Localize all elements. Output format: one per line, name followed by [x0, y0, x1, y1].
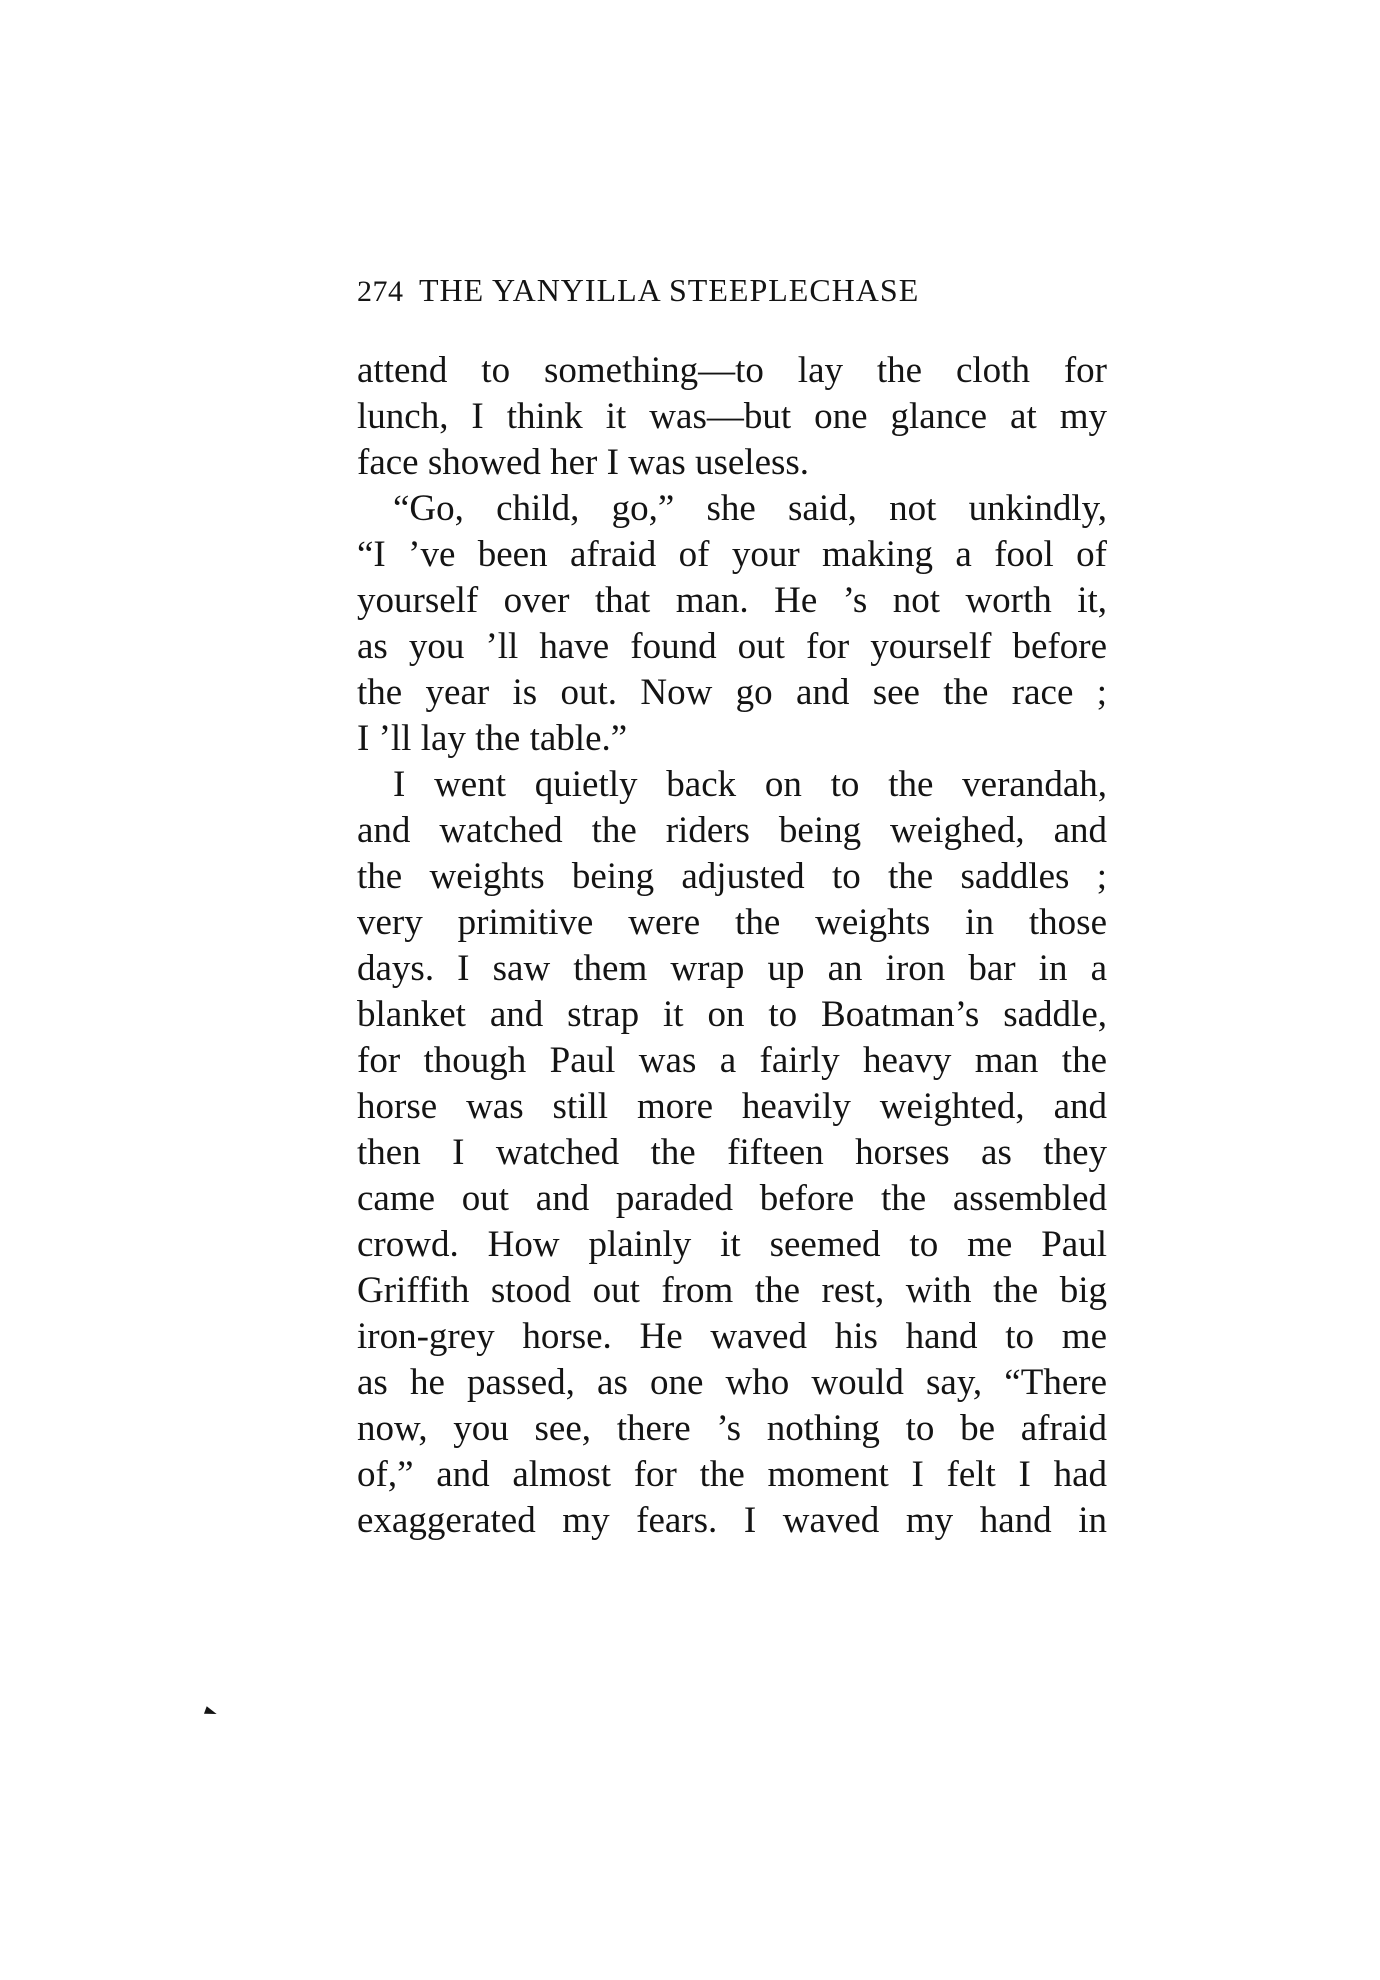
text-line: I ’ll lay the table.” — [357, 718, 628, 759]
scan-mark — [204, 1706, 218, 1718]
text-line: came out and paraded before the assembled — [357, 1178, 1107, 1219]
paragraph — [357, 762, 1107, 1544]
text-line: the year is out. Now go and see the race ; — [357, 672, 1107, 713]
text-line: iron-grey horse. He waved his hand to me — [357, 1316, 1107, 1357]
paragraph — [357, 348, 1107, 486]
text-line: now, you see, there ’s nothing to be afraid — [357, 1408, 1107, 1449]
text-line: horse was still more heavily weighted, and — [357, 1086, 1107, 1127]
text-line: then I watched the fifteen horses as they — [357, 1132, 1107, 1173]
text-line: the weights being adjusted to the saddles ; — [357, 856, 1107, 897]
text-line: of,” and almost for the moment I felt I had — [357, 1454, 1107, 1495]
text-line: very primitive were the weights in those — [357, 902, 1107, 943]
text-line: as he passed, as one who would say, “There — [357, 1362, 1107, 1403]
text-line: days. I saw them wrap up an iron bar in a — [357, 948, 1107, 989]
text-line: exaggerated my fears. I waved my hand in — [357, 1500, 1107, 1541]
text-line: attend to something—to lay the cloth for — [357, 350, 1107, 391]
paragraph — [357, 486, 1107, 762]
text-line: as you ’ll have found out for yourself before — [357, 626, 1107, 667]
running-head — [357, 272, 1117, 316]
text-line: blanket and strap it on to Boatman’s saddle, — [357, 994, 1107, 1035]
text-line: lunch, I think it was—but one glance at my — [357, 396, 1107, 437]
running-title: THE YANYILLA STEEPLECHASE — [419, 272, 920, 308]
body-text — [357, 348, 1107, 1544]
text-line: for though Paul was a fairly heavy man the — [357, 1040, 1107, 1081]
page-number: 274 — [357, 275, 404, 308]
text-line: I went quietly back on to the verandah, — [393, 764, 1107, 805]
text-line: Griffith stood out from the rest, with the big — [357, 1270, 1107, 1311]
text-line: “I ’ve been afraid of your making a fool of — [357, 534, 1107, 575]
text-line: face showed her I was useless. — [357, 442, 810, 483]
text-line: and watched the riders being weighed, and — [357, 810, 1107, 851]
text-line: yourself over that man. He ’s not worth it, — [357, 580, 1107, 621]
text-line: crowd. How plainly it seemed to me Paul — [357, 1224, 1107, 1265]
text-line: “Go, child, go,” she said, not unkindly, — [393, 488, 1107, 529]
